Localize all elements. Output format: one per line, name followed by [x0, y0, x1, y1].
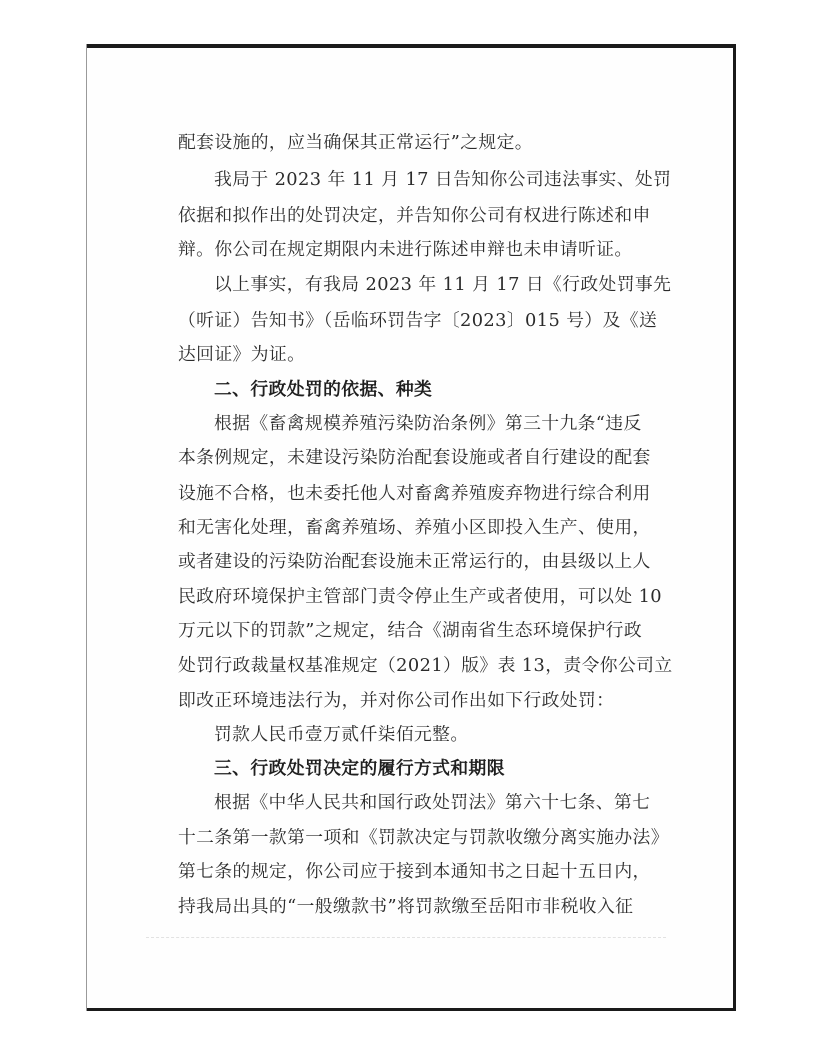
paragraph-line: 设施不合格，也未委托他人对畜禽养殖废弃物进行综合利用	[178, 483, 651, 504]
scan-edge-bottom	[86, 1008, 736, 1011]
paragraph-line: 罚款人民币壹万贰仟柒佰元整。	[214, 724, 469, 745]
paragraph-line: 以上事实，有我局 2023 年 11 月 17 日《行政处罚事先	[214, 274, 672, 295]
paragraph-line: 万元以下的罚款”之规定，结合《湖南省生态环境保护行政	[178, 620, 643, 641]
paragraph-line: 辩。你公司在规定期限内未进行陈述申辩也未申请听证。	[178, 239, 633, 260]
paragraph-line: 达回证》为证。	[178, 344, 306, 365]
paragraph-line: 和无害化处理，畜禽养殖场、养殖小区即投入生产、使用，	[178, 517, 651, 538]
paragraph-line: 处罚行政裁量权基准规定（2021）版》表 13，责令你公司立	[178, 655, 673, 676]
section-heading: 三、行政处罚决定的履行方式和期限	[214, 758, 505, 779]
paragraph-line: （听证）告知书》（岳临环罚告字〔2023〕015 号）及《送	[178, 310, 658, 331]
scan-edge-right	[733, 44, 736, 1011]
paragraph-line: 或者建设的污染防治配套设施未正常运行的，由县级以上人	[178, 551, 651, 572]
paragraph-line: 根据《中华人民共和国行政处罚法》第六十七条、第七	[214, 792, 651, 813]
scan-noise	[146, 937, 666, 939]
paragraph-line: 持我局出具的“一般缴款书”将罚款缴至岳阳市非税收入征	[178, 896, 634, 917]
paragraph-line: 配套设施的，应当确保其正常运行”之规定。	[178, 132, 533, 153]
paragraph-line: 第七条的规定，你公司应于接到本通知书之日起十五日内，	[178, 861, 651, 882]
paragraph-line: 我局于 2023 年 11 月 17 日告知你公司违法事实、处罚	[214, 169, 672, 190]
paragraph-line: 民政府环境保护主管部门责令停止生产或者使用，可以处 10	[178, 586, 663, 607]
paragraph-line: 本条例规定，未建设污染防治配套设施或者自行建设的配套	[178, 447, 651, 468]
section-heading: 二、行政处罚的依据、种类	[214, 379, 433, 400]
paragraph-line: 十二条第一款第一项和《罚款决定与罚款收缴分离实施办法》	[178, 827, 669, 848]
paragraph-line: 即改正环境违法行为，并对你公司作出如下行政处罚：	[178, 690, 615, 711]
paragraph-line: 依据和拟作出的处罚决定，并告知你公司有权进行陈述和申	[178, 205, 651, 226]
paragraph-line: 根据《畜禽规模养殖污染防治条例》第三十九条“违反	[214, 413, 642, 434]
scan-edge-top	[86, 44, 736, 48]
scan-edge-left	[86, 44, 87, 1011]
